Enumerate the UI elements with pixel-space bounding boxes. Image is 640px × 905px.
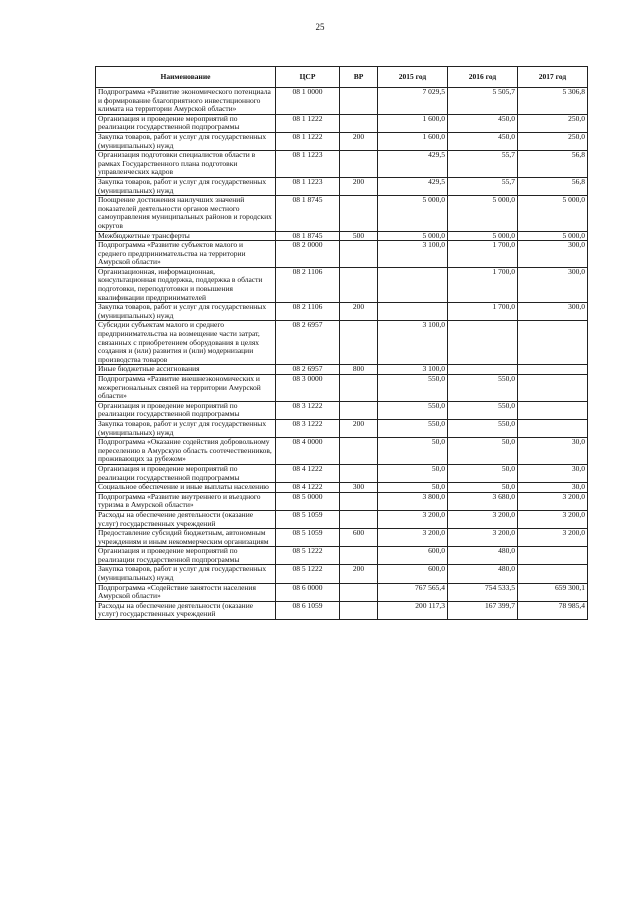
cell-2017 <box>518 547 588 565</box>
cell-2016: 50,0 <box>448 438 518 465</box>
table-row <box>96 375 588 402</box>
cell-csr: 08 2 1106 <box>276 303 340 321</box>
table-row <box>96 267 588 302</box>
cell-csr: 08 1 1223 <box>276 177 340 195</box>
cell-2017 <box>518 375 588 402</box>
cell-2017 <box>518 565 588 583</box>
cell-2015: 550,0 <box>378 401 448 419</box>
cell-2017: 659 300,1 <box>518 583 588 601</box>
cell-name: Организация и проведение мероприятий по реализации государственной подпрограммы <box>96 401 276 419</box>
table-row <box>96 401 588 419</box>
table-row <box>96 510 588 528</box>
cell-name: Расходы на обеспечение деятельности (оказание услуг) государственных учреждений <box>96 601 276 619</box>
table-row <box>96 492 588 510</box>
cell-name: Закупка товаров, работ и услуг для государственных (муниципальных) нужд <box>96 132 276 150</box>
cell-csr: 08 1 0000 <box>276 88 340 115</box>
cell-2016: 1 700,0 <box>448 241 518 268</box>
cell-2015: 50,0 <box>378 438 448 465</box>
cell-2015: 5 000,0 <box>378 231 448 241</box>
cell-2015: 3 100,0 <box>378 365 448 375</box>
cell-2016: 3 200,0 <box>448 529 518 547</box>
header-2016: 2016 год <box>448 67 518 88</box>
table-row <box>96 419 588 437</box>
cell-name: Закупка товаров, работ и услуг для государственных (муниципальных) нужд <box>96 419 276 437</box>
cell-2017: 250,0 <box>518 132 588 150</box>
cell-2015 <box>378 303 448 321</box>
cell-2017: 3 200,0 <box>518 510 588 528</box>
cell-2015: 3 800,0 <box>378 492 448 510</box>
cell-name: Предоставление субсидий бюджетным, автономным учреждениям и иным некоммерческим организациям <box>96 529 276 547</box>
cell-2015: 600,0 <box>378 565 448 583</box>
table-row <box>96 529 588 547</box>
cell-vr <box>340 321 378 365</box>
cell-vr <box>340 196 378 231</box>
cell-2016: 55,7 <box>448 151 518 178</box>
cell-name: Организационная, информационная, консультационная поддержка, поддержка в области подготовки, переподготовки и повышения квалификации предпринимателей <box>96 267 276 302</box>
cell-vr <box>340 88 378 115</box>
cell-vr: 200 <box>340 303 378 321</box>
cell-2015: 200 117,3 <box>378 601 448 619</box>
cell-vr <box>340 401 378 419</box>
cell-vr <box>340 241 378 268</box>
cell-2017: 3 200,0 <box>518 492 588 510</box>
table-row <box>96 565 588 583</box>
table-row <box>96 132 588 150</box>
cell-2016: 3 200,0 <box>448 510 518 528</box>
cell-2016: 55,7 <box>448 177 518 195</box>
cell-vr: 800 <box>340 365 378 375</box>
cell-name: Подпрограмма «Содействие занятости населения Амурской области» <box>96 583 276 601</box>
cell-2017 <box>518 419 588 437</box>
cell-vr <box>340 583 378 601</box>
table-row <box>96 196 588 231</box>
cell-name: Субсидии субъектам малого и среднего предпринимательства на возмещение части затрат, связанных с приобретением оборудования в целях создания и (или) развития и (или) модернизации производства товаров <box>96 321 276 365</box>
cell-csr: 08 1 1223 <box>276 151 340 178</box>
table-row <box>96 483 588 493</box>
cell-csr: 08 2 1106 <box>276 267 340 302</box>
cell-csr: 08 5 0000 <box>276 492 340 510</box>
cell-vr <box>340 464 378 482</box>
cell-csr: 08 2 6957 <box>276 321 340 365</box>
cell-2017: 300,0 <box>518 241 588 268</box>
table-row <box>96 114 588 132</box>
cell-2015: 3 100,0 <box>378 241 448 268</box>
cell-2017: 30,0 <box>518 438 588 465</box>
cell-csr: 08 6 0000 <box>276 583 340 601</box>
cell-2017: 5 000,0 <box>518 196 588 231</box>
cell-2017: 3 200,0 <box>518 529 588 547</box>
table-row <box>96 438 588 465</box>
cell-vr <box>340 492 378 510</box>
cell-2015: 3 200,0 <box>378 510 448 528</box>
cell-2017 <box>518 401 588 419</box>
table-header-row <box>96 67 588 88</box>
cell-2016: 5 000,0 <box>448 231 518 241</box>
cell-name: Закупка товаров, работ и услуг для государственных (муниципальных) нужд <box>96 565 276 583</box>
cell-csr: 08 5 1059 <box>276 529 340 547</box>
cell-vr <box>340 601 378 619</box>
cell-2015: 600,0 <box>378 547 448 565</box>
cell-2016: 550,0 <box>448 419 518 437</box>
table-row <box>96 583 588 601</box>
cell-csr: 08 1 1222 <box>276 132 340 150</box>
cell-2017 <box>518 365 588 375</box>
cell-vr: 300 <box>340 483 378 493</box>
table-body <box>96 88 588 620</box>
cell-2016: 754 533,5 <box>448 583 518 601</box>
cell-name: Закупка товаров, работ и услуг для государственных (муниципальных) нужд <box>96 177 276 195</box>
cell-2016: 1 700,0 <box>448 267 518 302</box>
cell-2017 <box>518 321 588 365</box>
cell-name: Организация и проведение мероприятий по реализации государственной подпрограммы <box>96 464 276 482</box>
cell-2017: 30,0 <box>518 464 588 482</box>
cell-csr: 08 1 8745 <box>276 231 340 241</box>
table-row <box>96 547 588 565</box>
cell-2015: 3 100,0 <box>378 321 448 365</box>
table-row <box>96 321 588 365</box>
cell-2015: 1 600,0 <box>378 114 448 132</box>
header-name: Наименование <box>96 67 276 88</box>
table-row <box>96 177 588 195</box>
cell-name: Социальное обеспечение и иные выплаты населению <box>96 483 276 493</box>
cell-2016: 450,0 <box>448 132 518 150</box>
cell-vr: 200 <box>340 177 378 195</box>
cell-csr: 08 1 8745 <box>276 196 340 231</box>
cell-2016: 167 399,7 <box>448 601 518 619</box>
cell-vr: 200 <box>340 132 378 150</box>
cell-vr <box>340 267 378 302</box>
cell-2017: 78 985,4 <box>518 601 588 619</box>
cell-csr: 08 2 0000 <box>276 241 340 268</box>
cell-vr <box>340 114 378 132</box>
cell-2015: 7 029,5 <box>378 88 448 115</box>
cell-name: Подпрограмма «Оказание содействия добровольному переселению в Амурскую область соотечественников, проживающих за рубежом» <box>96 438 276 465</box>
cell-vr <box>340 510 378 528</box>
header-csr: ЦСР <box>276 67 340 88</box>
cell-csr: 08 4 0000 <box>276 438 340 465</box>
cell-2017: 56,8 <box>518 177 588 195</box>
cell-csr: 08 4 1222 <box>276 464 340 482</box>
cell-csr: 08 3 0000 <box>276 375 340 402</box>
cell-2016: 1 700,0 <box>448 303 518 321</box>
cell-2017: 300,0 <box>518 267 588 302</box>
cell-2015: 429,5 <box>378 177 448 195</box>
cell-2017: 300,0 <box>518 303 588 321</box>
cell-2016: 5 505,7 <box>448 88 518 115</box>
cell-2016: 480,0 <box>448 547 518 565</box>
cell-name: Организация и проведение мероприятий по реализации государственной подпрограммы <box>96 547 276 565</box>
cell-csr: 08 5 1059 <box>276 510 340 528</box>
cell-2017: 56,8 <box>518 151 588 178</box>
cell-vr <box>340 375 378 402</box>
cell-name: Подпрограмма «Развитие экономического потенциала и формирование благоприятного инвестиционного климата на территории Амурской области» <box>96 88 276 115</box>
table-row <box>96 464 588 482</box>
table-row <box>96 88 588 115</box>
budget-table <box>95 66 588 620</box>
cell-2015: 5 000,0 <box>378 196 448 231</box>
cell-vr: 600 <box>340 529 378 547</box>
cell-2016: 550,0 <box>448 375 518 402</box>
cell-name: Поощрение достижения наилучших значений показателей деятельности органов местного самоуправления муниципальных районов и городских округов <box>96 196 276 231</box>
cell-vr: 200 <box>340 565 378 583</box>
cell-name: Подпрограмма «Развитие внутреннего и въездного туризма в Амурской области» <box>96 492 276 510</box>
cell-name: Закупка товаров, работ и услуг для государственных (муниципальных) нужд <box>96 303 276 321</box>
cell-2015: 50,0 <box>378 464 448 482</box>
cell-name: Расходы на обеспечение деятельности (оказание услуг) государственных учреждений <box>96 510 276 528</box>
cell-2016: 450,0 <box>448 114 518 132</box>
cell-csr: 08 4 1222 <box>276 483 340 493</box>
header-2015: 2015 год <box>378 67 448 88</box>
table-row <box>96 241 588 268</box>
cell-2015: 550,0 <box>378 419 448 437</box>
cell-name: Организация и проведение мероприятий по реализации государственной подпрограммы <box>96 114 276 132</box>
cell-2017: 5 306,8 <box>518 88 588 115</box>
cell-2015: 767 565,4 <box>378 583 448 601</box>
cell-name: Иные бюджетные ассигнования <box>96 365 276 375</box>
cell-2016: 5 000,0 <box>448 196 518 231</box>
cell-name: Межбюджетные трансферты <box>96 231 276 241</box>
page-number: 25 <box>315 22 325 32</box>
cell-2016: 50,0 <box>448 464 518 482</box>
cell-vr: 500 <box>340 231 378 241</box>
cell-vr: 200 <box>340 419 378 437</box>
header-2017: 2017 год <box>518 67 588 88</box>
cell-vr <box>340 547 378 565</box>
cell-2016: 550,0 <box>448 401 518 419</box>
cell-2016: 50,0 <box>448 483 518 493</box>
table-row <box>96 303 588 321</box>
cell-2015: 550,0 <box>378 375 448 402</box>
cell-vr <box>340 438 378 465</box>
cell-csr: 08 1 1222 <box>276 114 340 132</box>
cell-2015: 1 600,0 <box>378 132 448 150</box>
cell-name: Подпрограмма «Развитие внешнеэкономических и межрегиональных связей на территории Амурской области» <box>96 375 276 402</box>
cell-csr: 08 5 1222 <box>276 565 340 583</box>
cell-2015 <box>378 267 448 302</box>
table-row <box>96 151 588 178</box>
cell-2015: 50,0 <box>378 483 448 493</box>
cell-name: Подпрограмма «Развитие субъектов малого и среднего предпринимательства на территории Амурской области» <box>96 241 276 268</box>
cell-2016: 3 680,0 <box>448 492 518 510</box>
cell-2017: 30,0 <box>518 483 588 493</box>
header-vr: ВР <box>340 67 378 88</box>
cell-2017: 250,0 <box>518 114 588 132</box>
cell-2017: 5 000,0 <box>518 231 588 241</box>
cell-2015: 429,5 <box>378 151 448 178</box>
cell-csr: 08 3 1222 <box>276 401 340 419</box>
cell-vr <box>340 151 378 178</box>
cell-2016 <box>448 321 518 365</box>
cell-csr: 08 2 6957 <box>276 365 340 375</box>
cell-csr: 08 5 1222 <box>276 547 340 565</box>
cell-name: Организация подготовки специалистов области в рамках Государственного плана подготовки управленческих кадров <box>96 151 276 178</box>
table-row <box>96 601 588 619</box>
cell-csr: 08 3 1222 <box>276 419 340 437</box>
cell-2015: 3 200,0 <box>378 529 448 547</box>
cell-2016: 480,0 <box>448 565 518 583</box>
cell-csr: 08 6 1059 <box>276 601 340 619</box>
